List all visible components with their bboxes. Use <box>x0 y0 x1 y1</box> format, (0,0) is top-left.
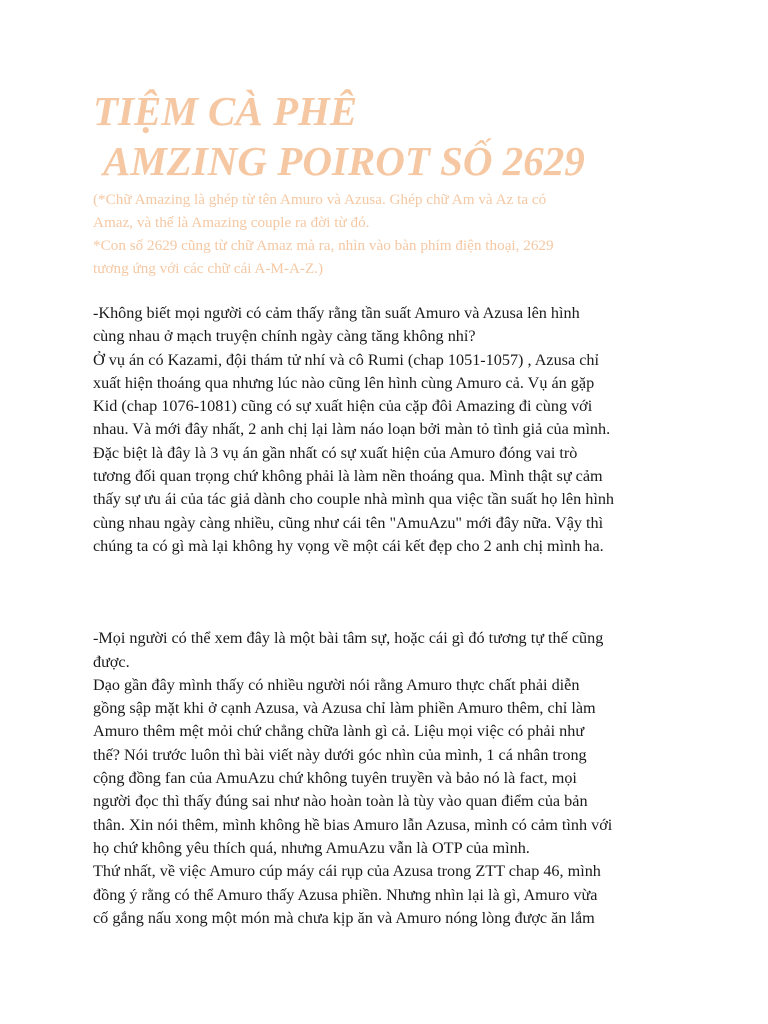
paragraph-line: Ở vụ án có Kazami, đội thám tử nhí và cô Rumi (chap 1051-1057) , Azusa chỉ <box>93 350 599 369</box>
paragraph-line: thấy sự ưu ái của tác giả dành cho couple nhà mình qua việc tần suất họ lên hình <box>93 490 615 509</box>
paragraph-2 <box>93 627 688 930</box>
paragraph-line: Đặc biệt là đây là 3 vụ án gần nhất có sự xuất hiện của Amuro đóng vai trò <box>93 443 578 462</box>
document-title <box>93 86 688 186</box>
paragraph-line: người đọc thì thấy đúng sai như nào hoàn toàn là tùy vào quan điểm của bản <box>93 792 588 811</box>
paragraph-line: họ chứ không yêu thích quá, nhưng AmuAzu vẫn là OTP của mình. <box>93 838 530 857</box>
paragraph-line: cùng nhau ngày càng nhiều, cũng như cái tên "AmuAzu" mới đây nữa. Vậy thì <box>93 513 604 532</box>
paragraph-line: tương đối quan trọng chứ không phải là làm nền thoáng qua. Mình thật sự cảm <box>93 467 603 486</box>
paragraph-line: thân. Xin nói thêm, mình không hề bias Amuro lẫn Azusa, mình có cảm tình với <box>93 815 613 834</box>
paragraph-line: gồng sập mặt khi ở cạnh Azusa, và Azusa chỉ làm phiền Amuro thêm, chỉ làm <box>93 699 596 718</box>
paragraph-line: chúng ta có gì mà lại không hy vọng về một cái kết đẹp cho 2 anh chị mình ha. <box>93 536 604 555</box>
paragraph-1 <box>93 302 688 558</box>
title-line-1: TIỆM CÀ PHÊ <box>93 88 358 134</box>
paragraph-line: được. <box>93 652 130 671</box>
paragraph-line: xuất hiện thoáng qua nhưng lúc nào cũng lên hình cùng Amuro cả. Vụ án gặp <box>93 373 595 392</box>
paragraph-line: -Mọi người có thể xem đây là một bài tâm sự, hoặc cái gì đó tương tự thế cũng <box>93 629 604 648</box>
title-explanation-note <box>93 188 688 280</box>
paragraph-line: nhau. Và mới đây nhất, 2 anh chị lại làm náo loạn bởi màn tỏ tình giả của mình. <box>93 420 611 439</box>
paragraph-line: Kid (chap 1076-1081) cũng có sự xuất hiện của cặp đôi Amazing đi cùng với <box>93 397 593 416</box>
paragraph-line: cố gắng nấu xong một món mà chưa kịp ăn và Amuro nóng lòng được ăn lắm <box>93 908 595 927</box>
paragraph-line: thế? Nói trước luôn thì bài viết này dưới góc nhìn của mình, 1 cá nhân trong <box>93 745 587 764</box>
note-line: tương ứng với các chữ cái A-M-A-Z.) <box>93 260 324 277</box>
paragraph-line: cộng đồng fan của AmuAzu chứ không tuyên truyền và bảo nó là fact, mọi <box>93 769 577 788</box>
paragraph-line: -Không biết mọi người có cảm thấy rằng tần suất Amuro và Azusa lên hình <box>93 304 580 322</box>
paragraph-line: Thứ nhất, về việc Amuro cúp máy cái rụp của Azusa trong ZTT chap 46, mình <box>93 862 601 881</box>
paragraph-line: cùng nhau ở mạch truyện chính ngày càng tăng không nhỉ? <box>93 327 476 346</box>
paragraph-line: Amuro thêm mệt mỏi chứ chẳng chữa lành gì cả. Liệu mọi việc có phải như <box>93 722 585 741</box>
note-line: Amaz, và thế là Amazing couple ra đời từ đó. <box>93 214 370 231</box>
paragraph-line: đồng ý rằng có thể Amuro thấy Azusa phiền. Nhưng nhìn lại là gì, Amuro vừa <box>93 885 598 904</box>
paragraph-line: Dạo gần đây mình thấy có nhiều người nói rằng Amuro thực chất phải diễn <box>93 675 580 694</box>
note-line: *Con số 2629 cũng từ chữ Amaz mà ra, nhìn vào bàn phím điện thoại, 2629 <box>93 237 554 254</box>
note-line: (*Chữ Amazing là ghép từ tên Amuro và Azusa. Ghép chữ Am và Az ta có <box>93 191 547 208</box>
title-line-2: AMZING POIROT SỐ 2629 <box>103 138 585 184</box>
